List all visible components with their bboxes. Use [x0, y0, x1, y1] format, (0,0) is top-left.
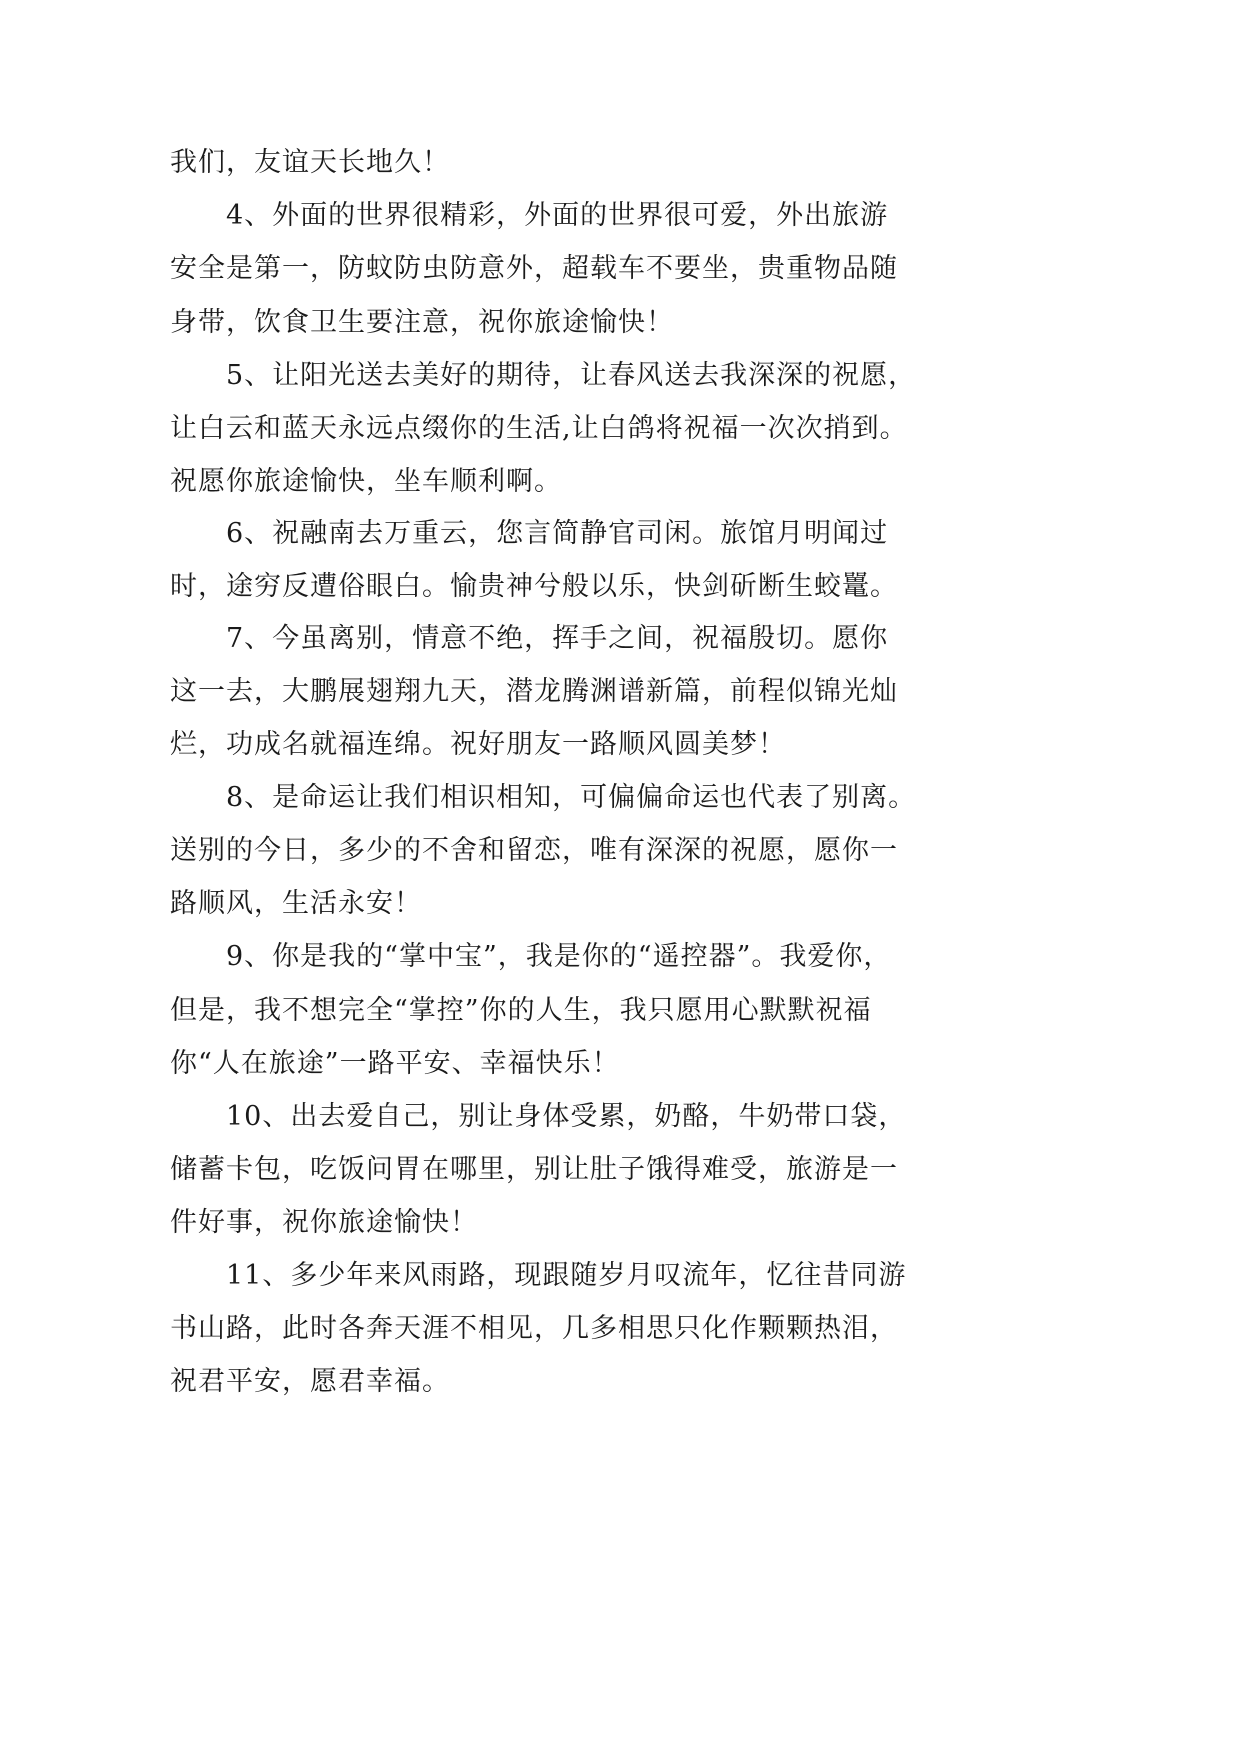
text-line: 8、是命运让我们相识相知，可偏偏命运也代表了别离。 — [226, 782, 917, 813]
text-line: 我们，友谊天长地久！ — [170, 147, 450, 178]
text-line: 烂，功成名就福连绵。祝好朋友一路顺风圆美梦！ — [170, 729, 786, 760]
text-line: 祝君平安，愿君幸福。 — [170, 1366, 450, 1397]
text-line: 4、外面的世界很精彩，外面的世界很可爱，外出旅游 — [226, 200, 889, 231]
text-line: 10、出去爱自己，别让身体受累，奶酪，牛奶带口袋， — [226, 1101, 907, 1132]
text-line: 件好事，祝你旅途愉快！ — [170, 1207, 478, 1238]
text-line: 身带，饮食卫生要注意，祝你旅途愉快！ — [170, 307, 674, 338]
text-line: 6、祝融南去万重云，您言简静官司闲。旅馆月明闻过 — [226, 518, 889, 549]
text-line: 送别的今日，多少的不舍和留恋，唯有深深的祝愿，愿你一 — [170, 835, 898, 866]
text-line: 路顺风，生活永安！ — [170, 888, 422, 919]
text-line: 7、今虽离别，情意不绝，挥手之间，祝福殷切。愿你 — [226, 623, 889, 654]
text-line: 但是，我不想完全“掌控”你的人生，我只愿用心默默祝福 — [170, 995, 872, 1026]
text-line: 书山路，此时各奔天涯不相见，几多相思只化作颗颗热泪， — [170, 1313, 898, 1344]
text-line: 时，途穷反遭俗眼白。愉贵神兮般以乐，快剑斫断生蛟鼍。 — [170, 571, 898, 602]
text-line: 9、你是我的“掌中宝”，我是你的“遥控器”。我爱你， — [226, 941, 892, 972]
text-line: 安全是第一，防蚊防虫防意外，超载车不要坐，贵重物品随 — [170, 253, 898, 284]
text-line: 5、让阳光送去美好的期待，让春风送去我深深的祝愿， — [226, 360, 917, 391]
text-line: 祝愿你旅途愉快，坐车顺利啊。 — [170, 466, 562, 497]
text-line: 储蓄卡包，吃饭问胃在哪里，别让肚子饿得难受，旅游是一 — [170, 1154, 898, 1185]
text-line: 你“人在旅途”一路平安、幸福快乐！ — [170, 1048, 620, 1079]
text-line: 11、多少年来风雨路，现跟随岁月叹流年，忆往昔同游 — [226, 1260, 907, 1291]
text-line: 让白云和蓝天永远点缀你的生活,让白鸽将祝福一次次捎到。 — [170, 413, 908, 444]
text-line: 这一去，大鹏展翅翔九天，潜龙腾渊谱新篇，前程似锦光灿 — [170, 676, 898, 707]
